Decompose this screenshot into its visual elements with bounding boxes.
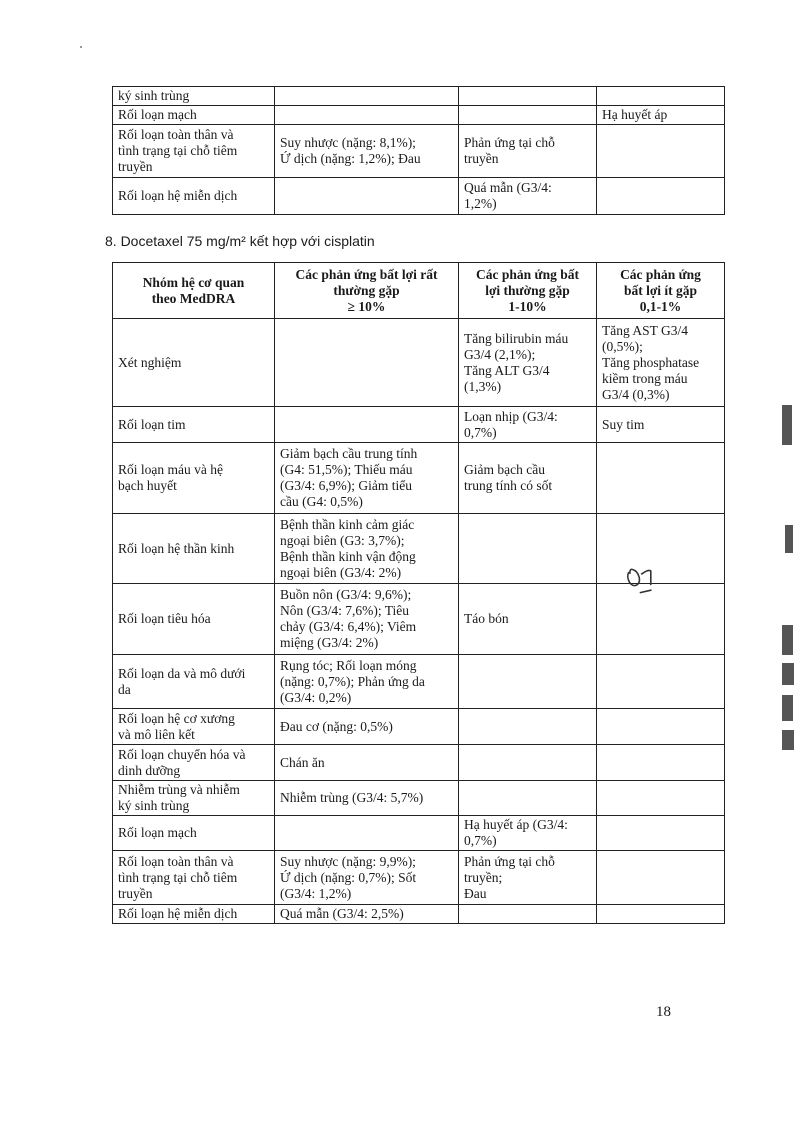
table-row (113, 745, 725, 781)
common-cell (459, 106, 597, 125)
common-cell: Táo bón (459, 584, 597, 655)
organ-class-cell: Rối loạn mạch (113, 816, 275, 851)
table-row (113, 106, 725, 125)
scan-speck (80, 46, 82, 48)
organ-class-cell: Rối loạn da và mô dưới da (113, 655, 275, 709)
organ-class-cell: Rối loạn hệ cơ xương và mô liên kết (113, 709, 275, 745)
organ-class-cell: Xét nghiệm (113, 319, 275, 407)
very-common-cell (275, 816, 459, 851)
very-common-cell (275, 319, 459, 407)
organ-class-cell: ký sinh trùng (113, 87, 275, 106)
very-common-cell (275, 106, 459, 125)
uncommon-cell (597, 905, 725, 924)
organ-class-cell: Rối loạn tim (113, 407, 275, 443)
very-common-cell: Rụng tóc; Rối loạn móng (nặng: 0,7%); Phản ứng da (G3/4: 0,2%) (275, 655, 459, 709)
common-cell (459, 781, 597, 816)
table-row (113, 319, 725, 407)
uncommon-cell (597, 87, 725, 106)
section-heading: 8. Docetaxel 75 mg/m² kết hợp với cisplatin (105, 233, 375, 249)
common-cell: Hạ huyết áp (G3/4: 0,7%) (459, 816, 597, 851)
adverse-reactions-table-continued (112, 86, 725, 215)
table-row (113, 443, 725, 514)
table-row (113, 851, 725, 905)
uncommon-cell: Tăng AST G3/4 (0,5%); Tăng phosphatase kiềm trong máu G3/4 (0,3%) (597, 319, 725, 407)
table-row (113, 781, 725, 816)
organ-class-cell: Rối loạn toàn thân và tình trạng tại chỗ tiêm truyền (113, 125, 275, 178)
very-common-cell: Đau cơ (nặng: 0,5%) (275, 709, 459, 745)
uncommon-cell (597, 125, 725, 178)
edge-stamp-mark (782, 395, 800, 765)
table-row (113, 655, 725, 709)
uncommon-cell: Suy tim (597, 407, 725, 443)
common-cell (459, 905, 597, 924)
table-header-row (113, 263, 725, 319)
organ-class-cell: Rối loạn hệ miễn dịch (113, 905, 275, 924)
uncommon-cell: Hạ huyết áp (597, 106, 725, 125)
very-common-cell: Chán ăn (275, 745, 459, 781)
very-common-cell: Suy nhược (nặng: 8,1%); Ứ dịch (nặng: 1,2%); Đau (275, 125, 459, 178)
table-row (113, 905, 725, 924)
header-very-common: Các phản ứng bất lợi rất thường gặp ≥ 10% (275, 263, 459, 319)
organ-class-cell: Rối loạn máu và hệ bạch huyết (113, 443, 275, 514)
table-row (113, 178, 725, 215)
very-common-cell: Buồn nôn (G3/4: 9,6%); Nôn (G3/4: 7,6%); Tiêu chảy (G3/4: 6,4%); Viêm miệng (G3/4: 2%) (275, 584, 459, 655)
header-organ-class: Nhóm hệ cơ quan theo MedDRA (113, 263, 275, 319)
very-common-cell: Quá mẫn (G3/4: 2,5%) (275, 905, 459, 924)
common-cell: Phản ứng tại chỗ truyền (459, 125, 597, 178)
uncommon-cell (597, 655, 725, 709)
common-cell: Giảm bạch cầu trung tính có sốt (459, 443, 597, 514)
organ-class-cell: Rối loạn hệ miễn dịch (113, 178, 275, 215)
uncommon-cell (597, 178, 725, 215)
very-common-cell: Giảm bạch cầu trung tính (G4: 51,5%); Thiếu máu (G3/4: 6,9%); Giảm tiểu cầu (G4: 0,5%) (275, 443, 459, 514)
page-number: 18 (656, 1004, 671, 1020)
table-row (113, 407, 725, 443)
uncommon-cell (597, 709, 725, 745)
organ-class-cell: Rối loạn tiêu hóa (113, 584, 275, 655)
very-common-cell (275, 178, 459, 215)
very-common-cell: Bệnh thần kinh cảm giác ngoại biên (G3: 3,7%); Bệnh thần kinh vận động ngoại biên (G3/4: 2%) (275, 514, 459, 584)
header-common: Các phản ứng bất lợi thường gặp 1-10% (459, 263, 597, 319)
uncommon-cell (597, 781, 725, 816)
table-row (113, 709, 725, 745)
uncommon-cell (597, 443, 725, 514)
common-cell: Quá mẫn (G3/4: 1,2%) (459, 178, 597, 215)
table-row (113, 125, 725, 178)
common-cell: Tăng bilirubin máu G3/4 (2,1%); Tăng ALT G3/4 (1,3%) (459, 319, 597, 407)
very-common-cell (275, 87, 459, 106)
common-cell (459, 655, 597, 709)
uncommon-cell (597, 851, 725, 905)
common-cell (459, 514, 597, 584)
common-cell: Loạn nhịp (G3/4: 0,7%) (459, 407, 597, 443)
very-common-cell: Suy nhược (nặng: 9,9%); Ứ dịch (nặng: 0,7%); Sốt (G3/4: 1,2%) (275, 851, 459, 905)
very-common-cell (275, 407, 459, 443)
uncommon-cell (597, 816, 725, 851)
common-cell (459, 745, 597, 781)
table-row (113, 87, 725, 106)
common-cell: Phản ứng tại chỗ truyền; Đau (459, 851, 597, 905)
handwritten-initial (622, 559, 667, 600)
organ-class-cell: Rối loạn mạch (113, 106, 275, 125)
uncommon-cell (597, 745, 725, 781)
organ-class-cell: Nhiễm trùng và nhiễm ký sinh trùng (113, 781, 275, 816)
organ-class-cell: Rối loạn toàn thân và tình trạng tại chỗ tiêm truyền (113, 851, 275, 905)
organ-class-cell: Rối loạn hệ thần kinh (113, 514, 275, 584)
very-common-cell: Nhiễm trùng (G3/4: 5,7%) (275, 781, 459, 816)
table-row (113, 816, 725, 851)
common-cell (459, 709, 597, 745)
header-uncommon: Các phản ứng bất lợi ít gặp 0,1-1% (597, 263, 725, 319)
common-cell (459, 87, 597, 106)
organ-class-cell: Rối loạn chuyển hóa và dinh dưỡng (113, 745, 275, 781)
